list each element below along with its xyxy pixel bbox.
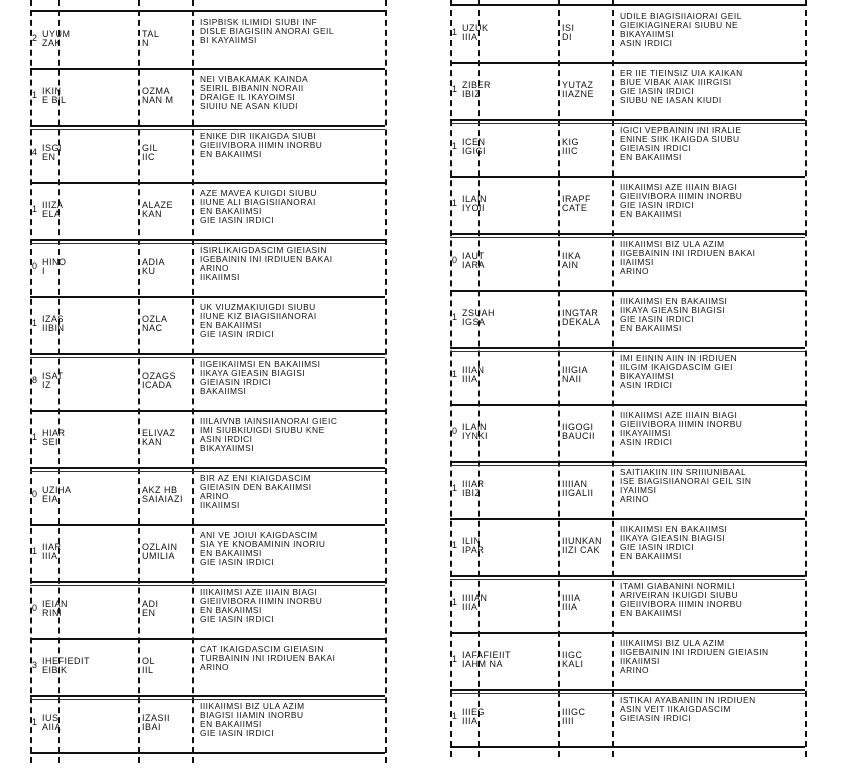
description: IIIKAIIMSI BIZ ULA AZIM BIAGISI IIAMIN INORBU EN BAKAIIMSI GIE IASIN IRDICI: [200, 702, 305, 738]
table-row: [450, 65, 805, 122]
row-separator: [450, 461, 805, 463]
table-row: [450, 521, 805, 578]
description: AZE MAVEA KUIGDI SIUBU IIUNE ALI BIAGISIIANORAI EN BAKAIIMSI GIE IASIN IRDICI: [200, 189, 317, 225]
row-number: 0: [32, 490, 38, 499]
row-number: 1: [32, 547, 38, 556]
student-name: IEIAN RINI: [42, 600, 69, 618]
department: KIG IIIC: [562, 138, 580, 156]
student-name: ILAIN IYOII: [462, 195, 488, 213]
student-name: UZIHA EIA: [42, 486, 72, 504]
department: ELIVAZ KAN: [142, 429, 176, 447]
table-row: [30, 698, 385, 755]
department: IIUNKAN IIZI CAK: [562, 537, 603, 555]
department: OZAGS ICADA: [142, 372, 177, 390]
row-separator: [450, 62, 805, 64]
student-name: IIIAR IBIZ: [462, 480, 485, 498]
table-row: [450, 350, 805, 407]
department: OZMA NAN M: [142, 87, 174, 105]
department: TAL N: [142, 30, 160, 48]
table-row: [30, 356, 385, 413]
column-divider: [385, 0, 387, 763]
department: INGTAR DEKALA: [562, 309, 601, 327]
row-number: 0: [452, 427, 458, 436]
description: IIIKAIIMSI AZE IIIAIN BIAGI GIEIIVIBORA IIIMIN INORBU EN BAKAIIMSI GIE IASIN IRDICI: [200, 588, 323, 624]
student-name: IKIN E BIL: [42, 87, 67, 105]
description: IIIKAIIMSI EN BAKAIIMSI IIKAYA GIEASIN BIAGISI GIE IASIN IRDICI EN BAKAIIMSI: [620, 525, 728, 561]
row-separator: [450, 632, 805, 634]
table-row: [30, 299, 385, 356]
row-number: 1: [32, 91, 38, 100]
description: IIIKAIIMSI AZE IIIAIN BIAGI GIEIIVIBORA IIIMIN INORBU GIE IASIN IRDICI EN BAKAIIMSI: [620, 183, 743, 219]
row-separator: [30, 524, 385, 526]
description: UDILE BIAGISIIAIORAI GEIL GIEIKIAGINERAI SIUBU NE BIKAYAIIMSI ASIN IRDICI: [620, 12, 742, 48]
student-name: ZSUAH IGSA: [462, 309, 496, 327]
student-name: IHEFIEDIT EIBIK: [42, 657, 91, 675]
student-name: HINO I: [42, 258, 67, 276]
student-name: ICEN IGIGI: [462, 138, 487, 156]
table-row: [450, 464, 805, 521]
row-separator: [30, 68, 385, 70]
row-number: 1: [32, 433, 38, 442]
table-row: [450, 236, 805, 293]
description: IGICI VEPBAININ INI IRALIE ENINE SIIK IKAIGDA SIUBU GIEIASIN IRDICI EN BAKAIIMSI: [620, 126, 742, 162]
description: IIILAIVNB IAINSIIANORAI GIEIC IMI SIUBKIUIGDI SIUBU KNE ASIN IRDICI BIKAYAIIMSI: [200, 417, 338, 453]
student-name: IIIEG IIIA: [462, 708, 486, 726]
table-row: [450, 692, 805, 749]
row-separator: [30, 467, 385, 469]
row-separator: [450, 290, 805, 292]
student-name: UZUK IIIA: [462, 24, 489, 42]
row-number: 1: [452, 655, 458, 664]
table-row: [30, 128, 385, 185]
row-separator: [450, 746, 805, 748]
row-separator: [30, 695, 385, 697]
row-number: 3: [32, 661, 38, 670]
student-name: ILAIN IYNKI: [462, 423, 489, 441]
table-row: [450, 293, 805, 350]
row-number: 0: [452, 256, 458, 265]
table-row: [30, 242, 385, 299]
description: IMI EIININ AIIN IN IRDIUEN IILGIM IKAIGDASCIM GIEI BIKAYAIIMSI ASIN IRDICI: [620, 354, 738, 390]
row-number: 0: [32, 604, 38, 613]
table-row: [30, 71, 385, 128]
row-number: 4: [32, 148, 38, 157]
description: BIR AZ ENI KIAIGDASCIM GIEIASIN DEN BAKAIIMSI ARINO IIKAIIMSI: [200, 474, 312, 510]
student-name: ISGI EN: [42, 144, 63, 162]
row-number: 1: [452, 85, 458, 94]
student-name: IIIAN IIIA: [462, 366, 485, 384]
description: IIIKAIIMSI EN BAKAIIMSI IIKAYA GIEASIN BIAGISI GIE IASIN IRDICI EN BAKAIIMSI: [620, 297, 728, 333]
student-name: ZIBER IBIZ: [462, 81, 492, 99]
row-separator: [30, 125, 385, 127]
department: IIKA AIN: [562, 252, 582, 270]
department: OZLAIN UMILIA: [142, 543, 178, 561]
table-row: [450, 635, 805, 692]
department: ALAZE KAN: [142, 201, 174, 219]
row-separator: [30, 581, 385, 583]
department: AKZ HB SAIAIAZI: [142, 486, 184, 504]
description: ENIKE DIR IIKAIGDA SIUBI GIEIIVIBORA IIIMIN INORBU EN BAKAIIMSI: [200, 132, 323, 159]
table-row: [30, 641, 385, 698]
department: IZASII IBAI: [142, 714, 171, 732]
description: NEI VIBAKAMAK KAINDA SEIRIL BIBANIN NORAII DRAIGE IL IKAYOIMSI SIUIIU NE ASAN KIUDI: [200, 75, 309, 111]
row-separator: [450, 119, 805, 121]
description: CAT IKAIGDASCIM GIEIASIN TURBAININ INI IRDIUEN BAKAI ARINO: [200, 645, 336, 672]
student-name: IAUT IARA: [462, 252, 486, 270]
row-separator: [450, 347, 805, 349]
column-divider: [805, 0, 807, 757]
row-separator: [30, 752, 385, 754]
table-row: [450, 122, 805, 179]
department: ISI DI: [562, 24, 575, 42]
row-separator: [30, 182, 385, 184]
row-number: 1: [452, 598, 458, 607]
student-name: ILIN IPAR: [462, 537, 485, 555]
department: ADI EN: [142, 600, 159, 618]
description: ER IIE TIEINSIZ UIA KAIKAN BIUE VIBAK AIAK IIIRGISI GIE IASIN IRDICI SIUBU NE IASAN KIUDI: [620, 69, 743, 105]
description: ISIRLIKAIGDASCIM GIEIASIN IGEBAININ INI IRDIUEN BAKAI ARINO IIKAIIMSI: [200, 246, 333, 282]
row-number: 1: [452, 712, 458, 721]
row-separator: [450, 689, 805, 691]
table-row: [450, 407, 805, 464]
table-row: [30, 413, 385, 470]
department: IIIIA IIIA: [562, 594, 581, 612]
department: IRAPF CATE: [562, 195, 592, 213]
department: OZLA NAC: [142, 315, 168, 333]
table-row: [450, 8, 805, 65]
description: ITAMI GIABANINI NORMILI ARIVEIRAN IKUIGDI SIUBU GIEIIVIBORA IIIMIN INORBU EN BAKAIIMSI: [620, 582, 743, 618]
department: IIIGIA NAII: [562, 366, 589, 384]
table-top-border: [30, 10, 385, 12]
department: IIGOGI BAUCII: [562, 423, 596, 441]
table-row: [30, 584, 385, 641]
row-number: 1: [452, 484, 458, 493]
description: IIIKAIIMSI BIZ ULA AZIM IIGEBAININ INI IRDIUEN GIEIASIN IIKAIIMSI ARINO: [620, 639, 769, 675]
row-separator: [30, 353, 385, 355]
student-name: IIIIAN IIIA: [462, 594, 488, 612]
table-row: [30, 14, 385, 71]
student-name: UYUM ZAK: [42, 30, 71, 48]
row-separator: [30, 638, 385, 640]
student-name: IUS AIIA: [42, 714, 62, 732]
table-row: [450, 578, 805, 635]
row-number: 1: [32, 205, 38, 214]
row-separator: [450, 176, 805, 178]
row-number: 2: [32, 34, 38, 43]
row-number: 1: [452, 28, 458, 37]
student-name: HIAR SEI: [42, 429, 66, 447]
description: IIIKAIIMSI BIZ ULA AZIM IIGEBAININ INI IRDIUEN BAKAI IIAIIMSI ARINO: [620, 240, 756, 276]
row-number: 1: [452, 370, 458, 379]
department: OL IIL: [142, 657, 156, 675]
description: IIGEIKAIIMSI EN BAKAIIMSI IIKAYA GIEASIN BIAGISI GIEIASIN IRDICI BAKAIIMSI: [200, 360, 321, 396]
department: IIIGC IIII: [562, 708, 586, 726]
table-row: [30, 185, 385, 242]
row-number: 1: [452, 541, 458, 550]
table-row: [30, 470, 385, 527]
row-number: 0: [32, 262, 38, 271]
row-number: 1: [32, 718, 38, 727]
description: ISIPBISK ILIMIDI SIUBI INF DISLE BIAGISIIN ANORAI GEIL BI KAYAIIMSI: [200, 18, 335, 45]
row-number: 1: [452, 142, 458, 151]
table-row: [450, 179, 805, 236]
row-separator: [30, 296, 385, 298]
row-separator: [450, 518, 805, 520]
table-row: [30, 527, 385, 584]
student-name: IZAS IIBIN: [42, 315, 65, 333]
table-top-border: [450, 4, 805, 6]
description: IIIKAIIMSI AZE IIIAIN BIAGI GIEIIVIBORA IIIMIN INORBU IIKAYAIIMSI ASIN IRDICI: [620, 411, 743, 447]
row-separator: [450, 575, 805, 577]
row-number: 8: [32, 376, 38, 385]
row-separator: [30, 239, 385, 241]
description: SAITIAKIIN IIN SRIIIUNIBAAL ISE BIAGISIIANORAI GEIL SIN IYAIIMSI ARINO: [620, 468, 752, 504]
row-separator: [30, 410, 385, 412]
description: UK VIUZMAKIUIGDI SIUBU IIUNE KIZ BIAGISIIANORAI EN BAKAIIMSI GIE IASIN IRDICI: [200, 303, 317, 339]
row-number: 1: [452, 313, 458, 322]
student-name: IIAR IIIA: [42, 543, 62, 561]
department: IIGC KALI: [562, 651, 584, 669]
department: GIL IIC: [142, 144, 159, 162]
student-name: IAFAFIEIIT IAHM NA: [462, 651, 512, 669]
department: YUTAZ IIAZNE: [562, 81, 595, 99]
row-number: 1: [32, 319, 38, 328]
row-separator: [450, 404, 805, 406]
description: ISTIKAI AYABANIIN IN IRDIUEN ASIN VEIT IIKAIGDASCIM GIEIASIN IRDICI: [620, 696, 756, 723]
student-name: ISAT IZ: [42, 372, 64, 390]
department: IIIIAN IIGALII: [562, 480, 594, 498]
row-number: 1: [452, 199, 458, 208]
department: ADIA KU: [142, 258, 166, 276]
row-separator: [450, 233, 805, 235]
description: ANI VE JOIUI KAIGDASCIM SIA YE KNOBAMININ INORIU EN BAKAIIMSI GIE IASIN IRDICI: [200, 531, 326, 567]
student-name: IIIZA ELA: [42, 201, 64, 219]
